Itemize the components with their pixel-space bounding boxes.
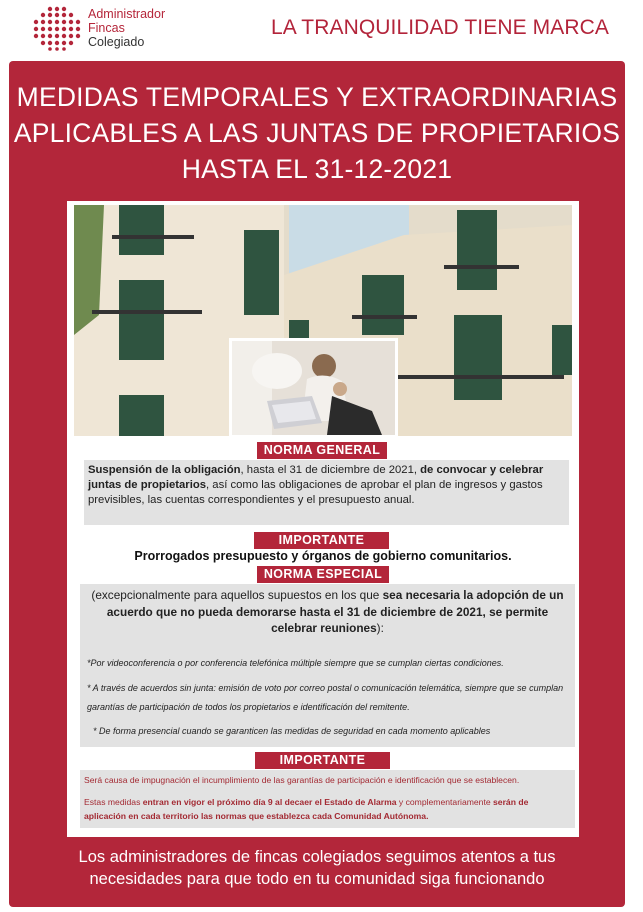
norma-especial-item-1: *Por videoconferencia o por conferencia telefónica múltiple siempre que se cumplan ciertas condiciones. <box>87 658 504 668</box>
norma-especial-item-2: * A través de acuerdos sin junta: emisión de voto por correo postal o comunicación telemática, siempre que se cumplan garantías de participación de todos los propietarios e identificación del remitente. <box>87 683 564 712</box>
footer-message <box>9 846 625 890</box>
title-line-3: HASTA EL 31-12-2021 <box>181 154 453 184</box>
content-panel <box>67 201 579 837</box>
norma-general-heading: NORMA GENERAL <box>257 442 387 459</box>
person-laptop-illustration <box>232 341 395 435</box>
norma-general-text-1: , hasta el 31 de diciembre de 2021, <box>240 464 421 476</box>
poster-title <box>9 79 625 187</box>
norma-general-text <box>88 463 566 508</box>
logo-line-3: Colegiado <box>88 35 145 49</box>
importante-2-text-2 <box>84 795 572 823</box>
title-line-1: MEDIDAS TEMPORALES Y EXTRAORDINARIAS <box>16 82 618 112</box>
imp2-part-b: entran en vigor el próximo día 9 al decaer el Estado de Alarma <box>142 797 397 807</box>
intro-part-c: ): <box>376 621 384 635</box>
norma-especial-item-3: * De forma presencial cuando se garanticen las medidas de seguridad en cada momento aplicables <box>93 726 491 736</box>
imp2-part-d: serán de aplicación en cada territorio las normas que establezca cada Comunidad Autónoma. <box>84 797 529 821</box>
norma-especial-heading: NORMA ESPECIAL <box>257 566 389 583</box>
footer-line-2: necesidades para que todo en tu comunidad siga funcionando <box>89 870 545 888</box>
importante-2-text-1: Será causa de impugnación el incumplimiento de las garantías de participación e identificación que se establecen. <box>84 775 520 785</box>
logo-icon <box>30 5 82 51</box>
importante-1-heading: IMPORTANTE <box>254 532 389 549</box>
imp2-part-a: Estas medidas <box>84 797 143 807</box>
norma-general-bold-1: Suspensión de la obligación <box>88 464 241 476</box>
logo-text <box>88 7 165 49</box>
intro-part-a: (excepcionalmente para aquellos supuestos en los que <box>91 588 383 602</box>
norma-especial-intro <box>85 587 570 637</box>
building-photo <box>74 205 572 436</box>
norma-general-text-2: , así como las obligaciones de aprobar el plan de ingresos y gastos previsibles, las cuentas correspondientes y el presupuesto anual. <box>88 479 543 506</box>
header <box>0 0 643 58</box>
intro-part-b: sea necesaria la adopción de un acuerdo que no pueda demorarse hasta el 31 de diciembre de 2021, se permite celebrar reuniones <box>106 588 564 635</box>
inset-photo <box>229 338 398 436</box>
title-line-2: APLICABLES A LAS JUNTAS DE PROPIETARIOS <box>13 118 621 148</box>
norma-general-bold-2: de convocar y celebrar juntas de propietarios <box>88 464 544 491</box>
poster <box>9 61 625 907</box>
logo-line-1: Administrador <box>88 7 166 21</box>
importante-1-text: Prorrogados presupuesto y órganos de gobierno comunitarios. <box>134 549 512 563</box>
importante-2-heading: IMPORTANTE <box>255 752 390 769</box>
imp2-part-c: y complementariamente <box>396 797 494 807</box>
footer-line-1: Los administradores de fincas colegiados seguimos atentos a tus <box>78 848 556 866</box>
tagline: LA TRANQUILIDAD TIENE MARCA <box>270 16 609 39</box>
logo-line-2: Fincas <box>88 21 125 35</box>
